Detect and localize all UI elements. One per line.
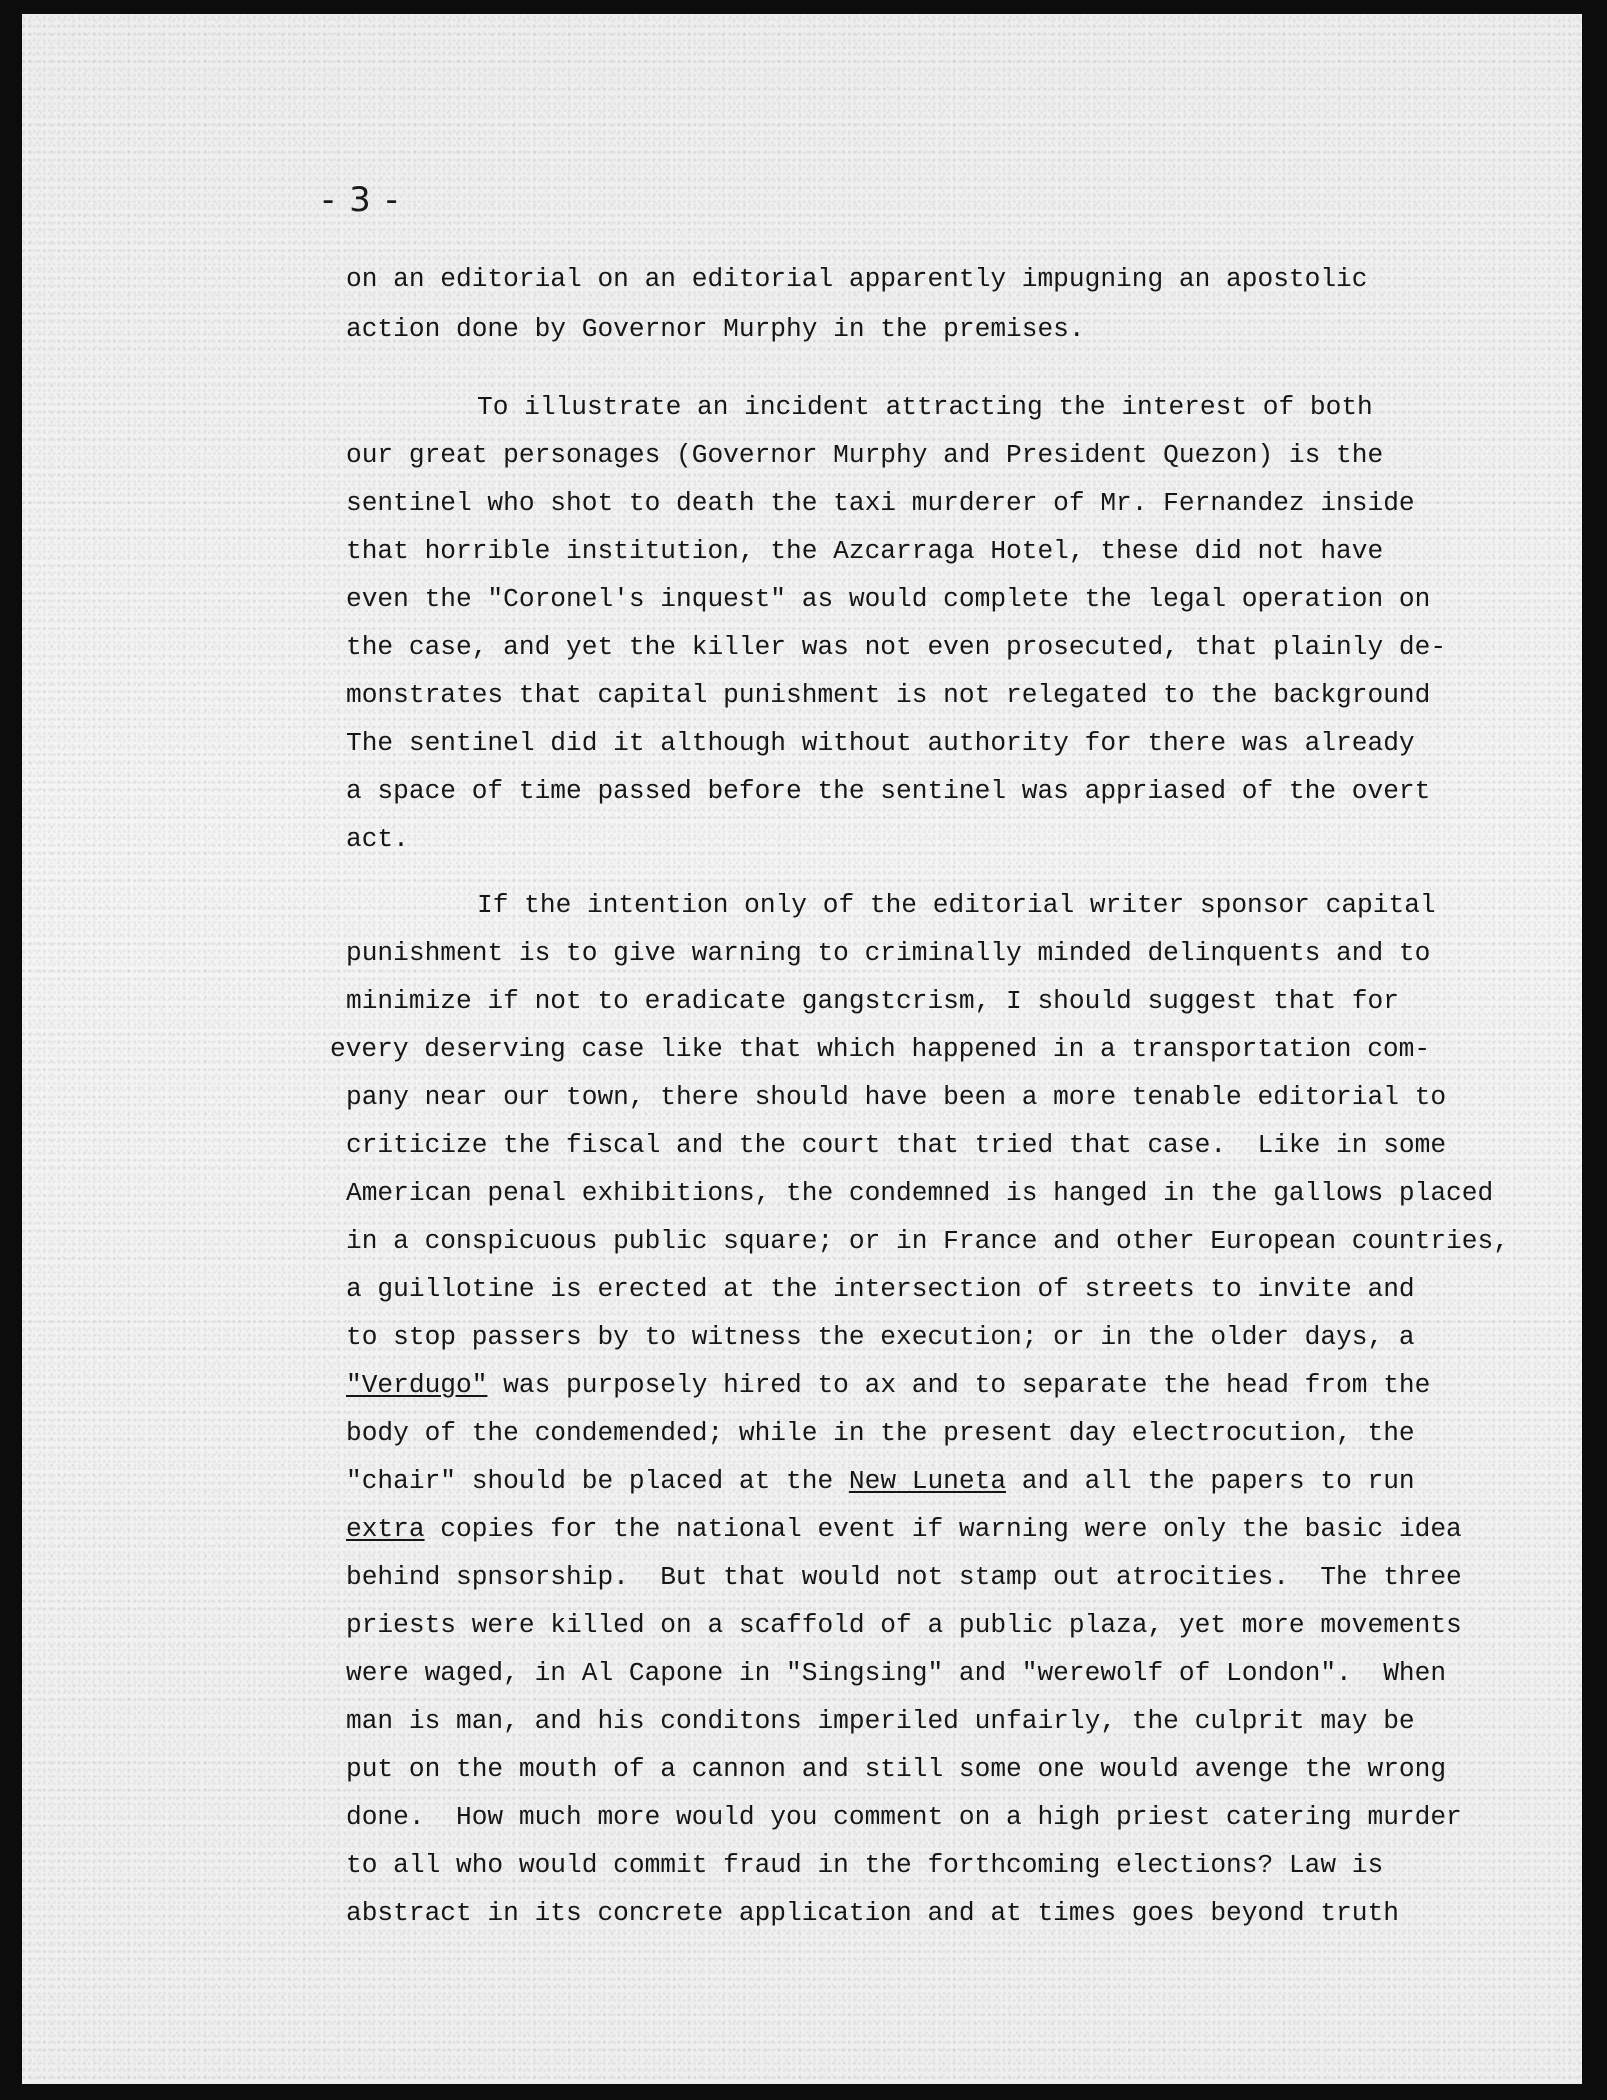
text-line: criticize the fiscal and the court that tried that case. Like in some [346, 1130, 1447, 1160]
text-line: behind spnsorship. But that would not stamp out atrocities. The three [346, 1562, 1462, 1592]
text-line: done. How much more would you comment on a high priest catering murder [346, 1802, 1462, 1832]
text-line [346, 1466, 1415, 1496]
text-line: To illustrate an incident attracting the interest of both [477, 392, 1373, 422]
text-line: American penal exhibitions, the condemned is hanged in the gallows placed [346, 1178, 1494, 1208]
text-line: abstract in its concrete application and at times goes beyond truth [346, 1898, 1399, 1928]
underlined-text: "Verdugo" [346, 1370, 488, 1400]
text-line: punishment is to give warning to criminally minded delinquents and to [346, 938, 1431, 968]
text-fragment: was purposely hired to ax and to separate the head from the [487, 1370, 1431, 1400]
text-line: even the "Coronel's inquest" as would complete the legal operation on [346, 584, 1431, 614]
text-fragment: and all the papers to run [1006, 1466, 1415, 1496]
text-line: monstrates that capital punishment is not relegated to the background [346, 680, 1431, 710]
text-line: minimize if not to eradicate gangstcrism, I should suggest that for [346, 986, 1399, 1016]
page-number: - 3 - [322, 180, 400, 220]
text-line: action done by Governor Murphy in the premises. [346, 314, 1085, 344]
text-line: were waged, in Al Capone in "Singsing" and "werewolf of London". When [346, 1658, 1447, 1688]
text-line: man is man, and his conditons imperiled unfairly, the culprit may be [346, 1706, 1415, 1736]
underlined-text: New Luneta [848, 1466, 1007, 1496]
text-line: our great personages (Governor Murphy and President Quezon) is the [346, 440, 1384, 470]
text-line: the case, and yet the killer was not even prosecuted, that plainly de- [346, 632, 1447, 662]
text-line: priests were killed on a scaffold of a public plaza, yet more movements [346, 1610, 1462, 1640]
text-line: that horrible institution, the Azcarraga Hotel, these did not have [346, 536, 1384, 566]
text-line [346, 1514, 1462, 1544]
text-line: If the intention only of the editorial writer sponsor capital [477, 890, 1436, 920]
text-line: every deserving case like that which happened in a transportation com- [330, 1034, 1431, 1064]
text-line: pany near our town, there should have been a more tenable editorial to [346, 1082, 1447, 1112]
text-line: to stop passers by to witness the execution; or in the older days, a [346, 1322, 1415, 1352]
text-line: to all who would commit fraud in the forthcoming elections? Law is [346, 1850, 1384, 1880]
text-line [346, 1370, 1430, 1400]
text-line: act. [346, 824, 409, 854]
text-fragment: copies for the national event if warning were only the basic idea [424, 1514, 1462, 1544]
text-fragment: "chair" should be placed at the [346, 1466, 849, 1496]
text-line: a guillotine is erected at the intersection of streets to invite and [346, 1274, 1415, 1304]
typewritten-page [22, 14, 1582, 2084]
text-line: in a conspicuous public square; or in France and other European countries, [346, 1226, 1509, 1256]
text-line: sentinel who shot to death the taxi murderer of Mr. Fernandez inside [346, 488, 1415, 518]
text-line: a space of time passed before the sentinel was appriased of the overt [346, 776, 1431, 806]
underlined-text: extra [346, 1514, 425, 1544]
text-line: The sentinel did it although without authority for there was already [346, 728, 1415, 758]
text-line: on an editorial on an editorial apparently impugning an apostolic [346, 264, 1368, 294]
text-line: body of the condemended; while in the present day electrocution, the [346, 1418, 1415, 1448]
text-line: put on the mouth of a cannon and still some one would avenge the wrong [346, 1754, 1447, 1784]
